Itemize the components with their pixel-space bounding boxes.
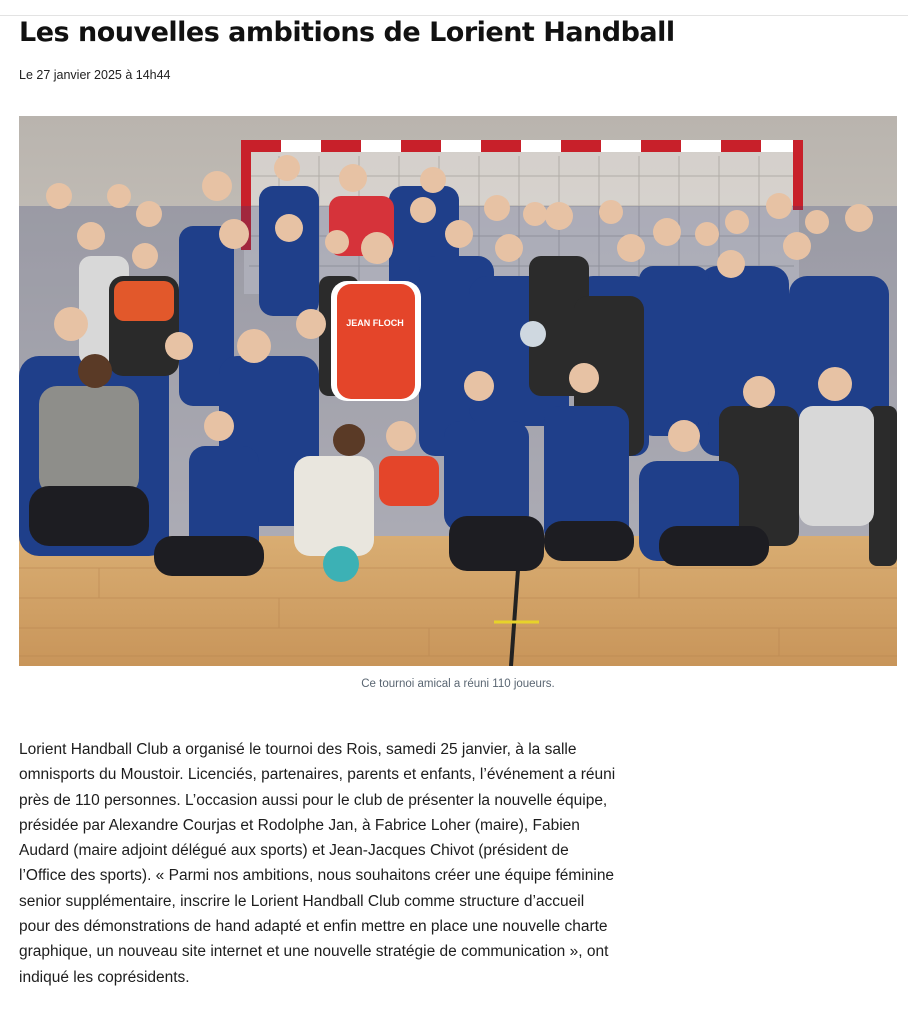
- photo-caption: Ce tournoi amical a réuni 110 joueurs.: [361, 678, 555, 690]
- top-nav-strip: [0, 0, 908, 16]
- article-photo[interactable]: [19, 116, 897, 666]
- handball-ball: [323, 546, 359, 582]
- group-of-players: [19, 155, 897, 582]
- publication-date: Le 27 janvier 2025 à 14h44: [19, 68, 171, 82]
- jersey-sponsor-text: JEAN FLOCH: [346, 318, 404, 328]
- article-title: Les nouvelles ambitions de Lorient Handball: [19, 17, 675, 48]
- article-body: Lorient Handball Club a organisé le tournoi des Rois, samedi 25 janvier, à la salle omnisports du Moustoir. Licenciés, partenaires, parents et enfants, l’événement a réuni près de 110 personnes. L’occasion aussi pour le club de présenter la nouvelle équipe, présidée par Alexandre Courjas et Rodolphe Jan, à Fabrice Loher (maire), Fabien Audard (maire adjoint délégué aux sports) et Jean-Jacques Chivot (président de l’Office des sports). « Parmi nos ambitions, nous souhaitons créer une équipe féminine senior supplémentaire, inscrire le Lorient Handball Club comme structure d’accueil pour des démonstrations de hand adapté et enfin mettre en place une nouvelle charte graphique, un nouveau site internet et une nouvelle stratégie de communication », ont indiqué les coprésidents.: [19, 741, 616, 986]
